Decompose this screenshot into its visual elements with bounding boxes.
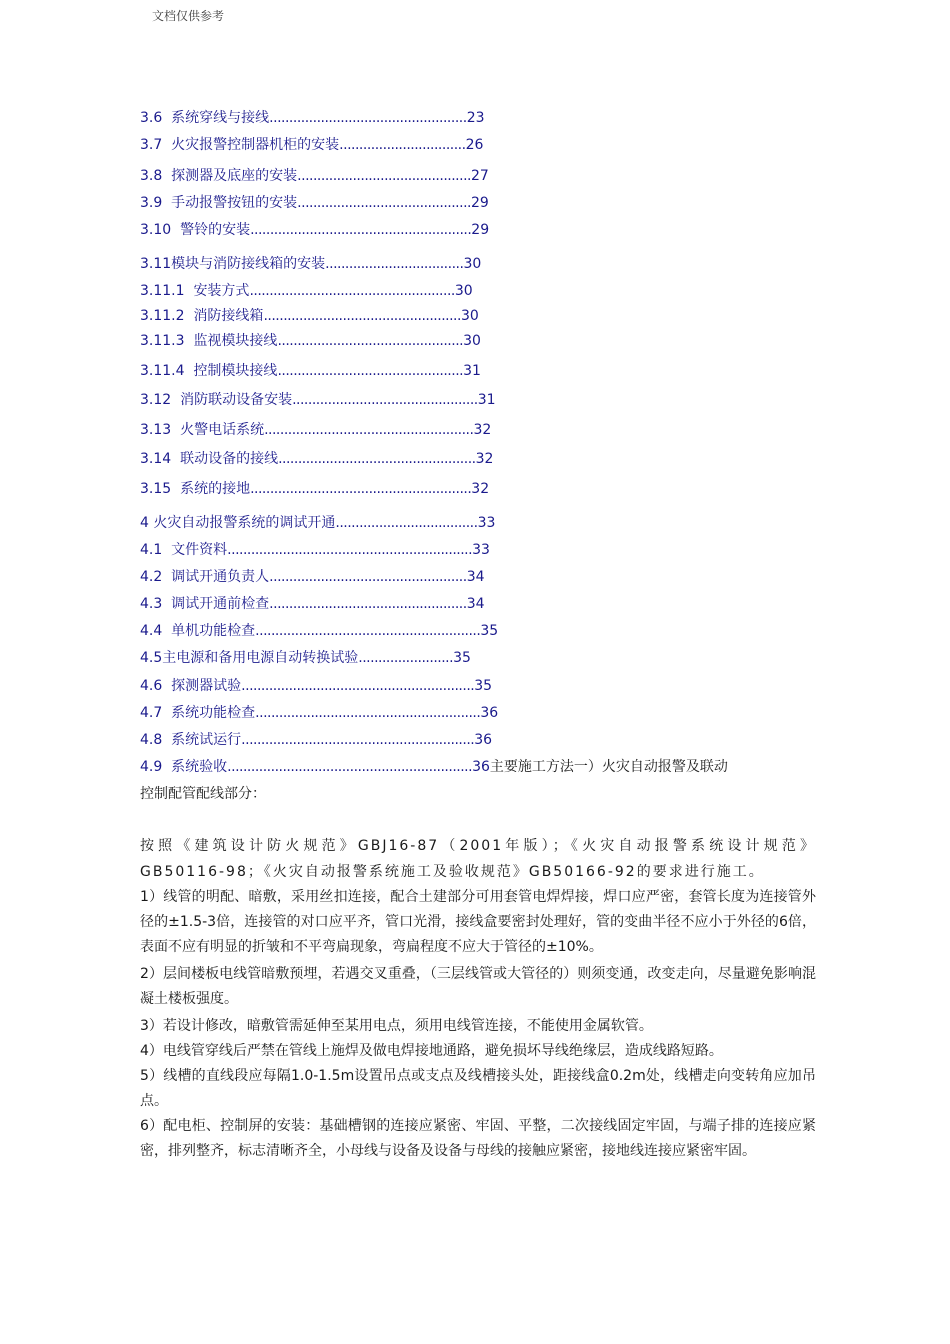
toc-entry-title: 探测器及底座的安装 <box>171 168 298 184</box>
toc-entry-leader: ........................ <box>358 650 454 666</box>
toc-entry-number: 3.6 <box>140 110 163 126</box>
toc-entry[interactable] <box>140 167 489 185</box>
toc-entry-leader: .................................................. <box>278 451 476 467</box>
toc-entry-leader: .................................... <box>335 515 478 531</box>
toc-entry-page: 35 <box>480 623 499 639</box>
toc-entry[interactable] <box>140 362 481 380</box>
toc-entry-title: 警铃的安装 <box>180 222 251 238</box>
toc-entry-title: 火警电话系统 <box>180 422 265 438</box>
toc-entry-number: 3.7 <box>140 137 163 153</box>
toc-entry-number: 4.6 <box>140 678 163 694</box>
toc-entry[interactable] <box>140 255 481 273</box>
toc-entry-page: 30 <box>460 308 479 324</box>
watermark: 文档仅供参考 <box>152 9 225 23</box>
toc-entry-page: 29 <box>471 222 490 238</box>
toc-entry-title: 安装方式 <box>193 283 250 299</box>
toc-entry-title: 联动设备的接线 <box>180 451 279 467</box>
toc-entry-page: 35 <box>453 650 471 666</box>
toc-entry[interactable] <box>140 480 489 498</box>
toc-entry-page: 36 <box>472 759 490 775</box>
toc-entry-title: 探测器试验 <box>171 678 242 694</box>
toc-entry-number: 3.13 <box>140 422 172 438</box>
toc-entry[interactable] <box>140 109 485 127</box>
toc-entry-leader: ............................................... <box>277 333 464 349</box>
toc-entry-leader: ................................ <box>339 137 466 153</box>
toc-entry-leader: ..................................................... <box>264 422 474 438</box>
toc-entry-title: 消防联动设备安装 <box>180 392 293 408</box>
toc-entry-title: 主电源和备用电源自动转换试验 <box>162 650 359 666</box>
toc-entry-title: 火灾自动报警系统的调试开通 <box>153 515 336 531</box>
toc-entry-leader: ............................................ <box>297 168 471 184</box>
toc-entry[interactable] <box>140 731 492 749</box>
toc-entry-number: 4.7 <box>140 705 163 721</box>
toc-entry-number: 4.5 <box>140 650 163 666</box>
toc-tail-heading: 主要施工方法一）火灾自动报警及联动 <box>489 759 728 775</box>
toc-entry-page: 31 <box>477 392 496 408</box>
toc-entry-number: 3.11.3 <box>140 333 185 349</box>
toc-entry-number: 3.11.1 <box>140 283 185 299</box>
toc-entry-page: 33 <box>477 515 496 531</box>
toc-entry-leader: ........................................................... <box>241 678 475 694</box>
toc-entry-leader: .............................................................. <box>227 759 473 775</box>
toc-entry-leader: ............................................ <box>297 195 471 211</box>
toc-entry-page: 34 <box>466 569 485 585</box>
toc-entry-leader: ............................................... <box>277 363 464 379</box>
toc-entry-page: 31 <box>463 363 481 379</box>
toc-entry-title: 手动报警按钮的安装 <box>171 195 298 211</box>
toc-entry-number: 4.9 <box>140 759 163 775</box>
toc-entry-title: 单机功能检查 <box>171 623 256 639</box>
toc-entry-number: 3.9 <box>140 195 163 211</box>
toc-entry-number: 4.4 <box>140 623 163 639</box>
toc-entry-page: 32 <box>475 451 494 467</box>
toc-entry-title: 系统功能检查 <box>171 705 256 721</box>
toc-entry-leader: .................................................. <box>269 569 467 585</box>
toc-entry-page: 32 <box>471 481 490 497</box>
toc-entry[interactable] <box>140 541 490 559</box>
toc-entry-page: 34 <box>466 596 485 612</box>
toc-entry[interactable] <box>140 758 728 776</box>
toc-entry-number: 3.14 <box>140 451 172 467</box>
toc-entry-leader: ........................................................ <box>250 222 472 238</box>
toc-entry[interactable] <box>140 421 491 439</box>
paragraph: 按照《建筑设计防火规范》GBJ16-87（2001年版）；《火灾自动报警系统设计规范》GB50116-98；《火灾自动报警系统施工及验收规范》GB50166-92的要求进行施工。 <box>140 838 816 880</box>
paragraph: 6）配电柜、控制屏的安装：基础槽钢的连接应紧密、牢固、平整，二次接线固定牢固，与端子排的连接应紧密，排列整齐，标志清晰齐全，小母线与设备及设备与母线的接触应紧密，接地线连接应紧密牢固。 <box>140 1118 816 1159</box>
toc-entry[interactable] <box>140 514 495 532</box>
toc-entry-leader: ........................................................ <box>250 481 472 497</box>
toc-entry-leader: .................................................. <box>263 308 461 324</box>
toc-entry[interactable] <box>140 307 479 325</box>
toc-entry-leader: .................................................. <box>269 596 467 612</box>
toc-entry-number: 4.3 <box>140 596 163 612</box>
toc-entry-number: 3.10 <box>140 222 172 238</box>
toc-entry-number: 4 <box>140 515 149 531</box>
toc-entry-page: 30 <box>463 333 481 349</box>
toc-entry-title: 火灾报警控制器机柜的安装 <box>171 137 340 153</box>
toc-entry-leader: ......................................................... <box>255 623 481 639</box>
toc-entry-page: 30 <box>463 256 482 272</box>
toc-entry[interactable] <box>140 704 498 722</box>
toc-entry[interactable] <box>140 194 489 212</box>
toc-entry-leader: ........................................................... <box>241 732 475 748</box>
toc-entry-page: 29 <box>470 195 489 211</box>
toc-entry-number: 4.8 <box>140 732 163 748</box>
toc-entry-number: 3.11.2 <box>140 308 185 324</box>
toc-entry-number: 3.12 <box>140 392 172 408</box>
toc-entry[interactable] <box>140 568 485 586</box>
toc-entry[interactable] <box>140 595 485 613</box>
toc-entry-leader: ......................................................... <box>255 705 481 721</box>
toc-entry-page: 36 <box>480 705 499 721</box>
toc-entry-title: 模块与消防接线箱的安装 <box>171 256 326 272</box>
toc-entry[interactable] <box>140 677 492 695</box>
toc-entry-leader: .............................................................. <box>227 542 473 558</box>
paragraph: 4）电线管穿线后严禁在管线上施焊及做电焊接地通路，避免损坏导线绝缘层，造成线路短路。 <box>140 1043 723 1059</box>
toc-entry-number: 3.11 <box>140 256 172 272</box>
toc-entry-title: 系统验收 <box>171 759 228 775</box>
toc-entry-number: 3.11.4 <box>140 363 185 379</box>
toc-entry[interactable] <box>140 136 483 154</box>
toc-entry-leader: .................................................... <box>249 283 455 299</box>
toc-entry-title: 系统的接地 <box>180 481 251 497</box>
toc-entry-title: 调试开通负责人 <box>171 569 270 585</box>
toc-entry-number: 3.8 <box>140 168 163 184</box>
toc-entry[interactable] <box>140 649 471 667</box>
paragraph: 1）线管的明配、暗敷，采用丝扣连接，配合土建部分可用套管电焊焊接，焊口应严密，套管长度为连接管外径的±1.5-3倍，连接管的对口应平齐，管口光滑，接线盒要密封处理好，管的变曲半径不应小于外径的6倍，表面不应有明显的折皱和不平弯扁现象，弯扁程度不应大于管径的±10%。 <box>140 889 816 955</box>
toc-entry-page: 27 <box>470 168 489 184</box>
toc-entry-number: 3.15 <box>140 481 172 497</box>
toc-entry-title: 系统试运行 <box>171 732 242 748</box>
section-heading-continuation: 控制配管配线部分： <box>140 786 266 802</box>
toc-entry-title: 调试开通前检查 <box>171 596 270 612</box>
toc-entry-leader: ................................... <box>325 256 464 272</box>
toc-entry[interactable] <box>140 332 481 350</box>
toc-entry-title: 文件资料 <box>171 542 228 558</box>
toc-entry-title: 系统穿线与接线 <box>171 110 270 126</box>
toc-entry-page: 30 <box>454 283 473 299</box>
paragraph: 2）层间楼板电线管暗敷预埋，若遇交叉重叠，（三层线管或大管径的）则须变通，改变走向，尽量避免影响混凝土楼板强度。 <box>140 966 816 1007</box>
toc-entry-number: 4.1 <box>140 542 163 558</box>
toc-entry-number: 4.2 <box>140 569 163 585</box>
paragraph: 5）线槽的直线段应每隔1.0-1.5m设置吊点或支点及线槽接头处，距接线盒0.2m处，线槽走向变转角应加吊点。 <box>140 1068 816 1109</box>
toc-entry[interactable] <box>140 282 473 300</box>
toc-entry-page: 26 <box>465 137 484 153</box>
toc-entry-page: 23 <box>466 110 485 126</box>
toc-entry-leader: .................................................. <box>269 110 467 126</box>
toc-entry[interactable] <box>140 622 498 640</box>
body-text <box>140 782 816 1164</box>
toc-entry-title: 监视模块接线 <box>193 333 278 349</box>
toc-entry-title: 消防接线箱 <box>193 308 264 324</box>
toc-entry-page: 35 <box>474 678 493 694</box>
toc-entry-title: 控制模块接线 <box>193 363 278 379</box>
toc-entry-page: 33 <box>472 542 490 558</box>
toc-entry-leader: ............................................... <box>292 392 478 408</box>
toc-entry-page: 36 <box>474 732 493 748</box>
toc-entry[interactable] <box>140 450 493 468</box>
paragraph: 3）若设计修改，暗敷管需延伸至某用电点，须用电线管连接，不能使用金属软管。 <box>140 1018 653 1034</box>
toc-entry[interactable] <box>140 221 489 239</box>
toc-entry-page: 32 <box>473 422 492 438</box>
toc-entry[interactable] <box>140 391 496 409</box>
